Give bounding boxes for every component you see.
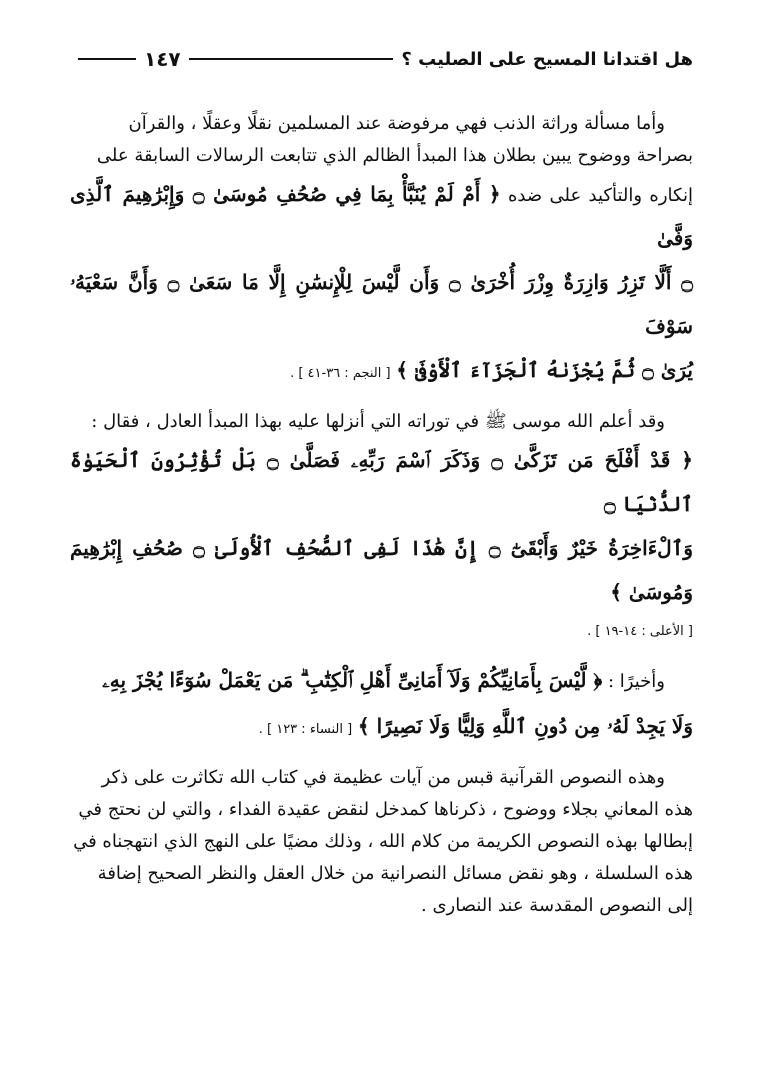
text-line: إبطالها بهذه النصوص الكريمة من كلام الله ، وذلك مضيًا على النهج الذي انتهجناه في — [73, 831, 693, 852]
quran-verse: ﴿ لَّيْسَ بِأَمَانِيِّكُمْ وَلَآ أَمَانِىِّ أَهْلِ ٱلْكِتَٰبِ ۗ مَن يَعْمَلْ سُوٓءًا يُجْزَ بِهِۦ — [102, 668, 603, 692]
verse-reference: [ النجم : ٣٦-٤١ ] . — [290, 366, 391, 381]
quran-verse: وَلَا يَجِدْ لَهُۥ مِن دُونِ ٱللَّهِ وَلِيًّا وَلَا نَصِيرًا ﴾ — [357, 714, 693, 738]
text-line: وأما مسألة وراثة الذنب فهي مرفوضة عند المسلمين نقلًا وعقلًا ، والقرآن — [128, 113, 665, 134]
verse-reference: [ النساء : ١٢٣ ] . — [258, 722, 353, 737]
verse-reference — [70, 614, 693, 648]
paragraph-inheritance-of-sin — [70, 108, 693, 396]
header-rule-end — [78, 58, 136, 60]
verse-reference-text: [ الأعلى : ١٤-١٩ ] . — [587, 624, 693, 639]
text-line: إلى النصوص المقدسة عند النصارى . — [421, 895, 693, 916]
quran-verse: ﴿ قَدْ أَفْلَحَ مَن تَزَكَّىٰ ۝ وَذَكَرَ ٱسْمَ رَبِّهِۦ فَصَلَّىٰ ۝ بَلْ تُؤْثِرُونَ ٱلْحَيَوٰةَ ٱلدُّنْيَا ۝ — [70, 448, 694, 516]
text-line — [70, 348, 693, 396]
text-line — [70, 658, 693, 704]
quran-verse: وَٱلْءَاخِرَةُ خَيْرٌ وَأَبْقَىٰٓ ۝ إِنَّ هَٰذَا لَفِى ٱلصُّحُفِ ٱلْأُولَىٰ ۝ صُحُفِ إِبْرَٰهِيمَ وَمُوسَىٰ ﴾ — [70, 536, 694, 604]
page-body — [70, 108, 693, 922]
running-title: هل اقتدانا المسيح على الصليب ؟ — [401, 48, 693, 70]
text-line — [70, 172, 693, 260]
paragraph-finally — [70, 658, 693, 752]
page-number: ١٤٧ — [144, 47, 181, 71]
quran-verse: يُرَىٰ ۝ ثُمَّ يُجْزَىٰهُ ٱلْجَزَآءَ ٱلْأَوْفَىٰ ﴾ — [396, 358, 693, 382]
text-line: هذه المعاني بجلاء ووضوح ، ذكرناها كمدخل لنقض عقيدة الفداء ، والتي لن نحتج في — [78, 799, 693, 820]
text-line: وهذه النصوص القرآنية قبس من آيات عظيمة في كتاب الله تكاثرت على ذكر — [101, 767, 665, 788]
quran-verse: ﴿ أَمْ لَمْ يُنَبَّأْ بِمَا فِي صُحُفِ مُوسَىٰ ۝ وَإِبْرَٰهِيمَ ٱلَّذِى وَفَّىٰ — [70, 182, 693, 250]
text-line — [70, 704, 693, 752]
header-rule — [189, 58, 394, 60]
text-fragment: وأخيرًا : — [608, 671, 665, 692]
running-header — [78, 44, 693, 74]
text-line: هذه السلسلة ، وهو نقض مسائل النصرانية من خلال العقل والنظر الصحيح إضافة — [97, 863, 693, 884]
text-line: بصراحة ووضوح يبين بطلان هذا المبدأ الظالم الذي تتابعت الرسالات السابقة على — [96, 145, 693, 166]
paragraph-conclusion — [70, 762, 693, 922]
quran-verse: ۝ أَلَّا تَزِرُ وَازِرَةٌ وِزْرَ أُخْرَىٰ ۝ وَأَن لَّيْسَ لِلْإِنسَٰنِ إِلَّا مَا سَعَىٰ ۝ وَأَنَّ سَعْيَهُۥ سَوْفَ — [70, 270, 694, 338]
text-line: وقد أعلم الله موسى ﷺ في توراته التي أنزلها عليه بهذا المبدأ العادل ، فقال : — [91, 411, 665, 432]
paragraph-torah — [70, 406, 693, 648]
text-fragment: إنكاره والتأكيد على ضده — [507, 185, 693, 206]
